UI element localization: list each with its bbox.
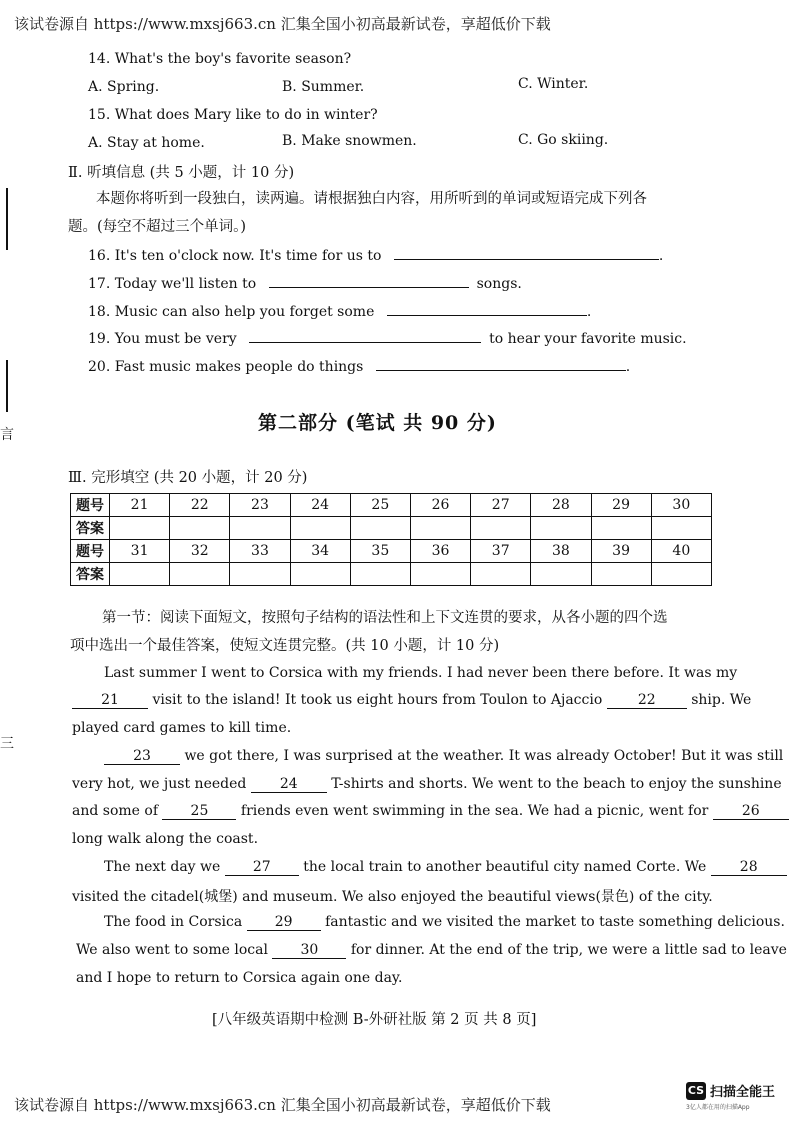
passage-line: played card games to kill time.	[72, 720, 292, 736]
answer-cell[interactable]	[651, 517, 711, 540]
q19-text: 19. You must be very	[88, 331, 237, 347]
passage-text: the local train to another beautiful city named Corte. We	[303, 859, 707, 875]
cs-logo-icon: CS	[686, 1082, 706, 1100]
q20-text: 20. Fast music makes people do things	[88, 359, 364, 375]
cloze-blank-26[interactable]: 26	[713, 803, 789, 820]
cloze-blank-28[interactable]: 28	[711, 859, 787, 876]
passage-line	[104, 859, 787, 876]
cloze-blank-23[interactable]: 23	[104, 748, 180, 765]
page-footer: [八年级英语期中检测 B-外研社版 第 2 页 共 8 页]	[212, 1012, 537, 1028]
cloze-blank-25[interactable]: 25	[162, 803, 236, 820]
question-number: 34	[290, 540, 350, 563]
passage-text: we got there, I was surprised at the weather. It was already October! But it was still	[184, 748, 784, 764]
question-number: 33	[230, 540, 290, 563]
passage-line	[104, 748, 783, 765]
passage-text: for dinner. At the end of the trip, we were a little sad to leave	[350, 942, 787, 958]
answer-cell[interactable]	[531, 517, 591, 540]
margin-line	[6, 360, 8, 412]
question-18	[88, 301, 591, 320]
passage-text: ship. We	[691, 692, 752, 708]
question-number: 30	[651, 494, 711, 517]
q16-text: 16. It's ten o'clock now. It's time for us to	[88, 248, 382, 264]
passage-line: and I hope to return to Corsica again one day.	[76, 970, 403, 986]
question-number: 38	[531, 540, 591, 563]
question-20	[88, 356, 630, 375]
q14-option-a: A. Spring.	[88, 79, 160, 95]
question-19	[88, 328, 687, 347]
answer-cell[interactable]	[110, 563, 170, 586]
answer-cell[interactable]	[591, 563, 651, 586]
cloze-blank-24[interactable]: 24	[251, 776, 327, 793]
answer-cell[interactable]	[350, 517, 410, 540]
question-number: 29	[591, 494, 651, 517]
q17-answer-blank[interactable]	[269, 273, 469, 288]
q20-answer-blank[interactable]	[376, 356, 626, 371]
answer-cell[interactable]	[410, 517, 470, 540]
passage-text: and some of	[72, 803, 159, 819]
question-number: 26	[410, 494, 470, 517]
passage-text: T-shirts and shorts. We went to the beach to enjoy the sunshine	[331, 776, 782, 792]
answer-cell[interactable]	[651, 563, 711, 586]
q18-answer-blank[interactable]	[387, 301, 587, 316]
row-label-number: 题号	[71, 540, 110, 563]
question-number: 24	[290, 494, 350, 517]
answer-grid-answer-row-2	[71, 563, 712, 586]
passage-text: visit to the island! It took us eight hours from Toulon to Ajaccio	[152, 692, 603, 708]
question-number: 25	[350, 494, 410, 517]
q18-period: .	[586, 304, 592, 320]
camscanner-logo	[686, 1080, 786, 1110]
passage-line	[76, 942, 787, 959]
question-number: 22	[170, 494, 230, 517]
q14-option-b: B. Summer.	[282, 79, 365, 95]
passage-line	[104, 914, 785, 931]
passage-line: visited the citadel(城堡) and museum. We also enjoyed the beautiful views(景色) of the city.	[72, 889, 713, 905]
cloze-blank-30[interactable]: 30	[272, 942, 346, 959]
answer-cell[interactable]	[230, 517, 290, 540]
q15-option-c: C. Go skiing.	[518, 132, 609, 148]
answer-cell[interactable]	[110, 517, 170, 540]
cloze-blank-22[interactable]: 22	[607, 692, 687, 709]
row-label-answer: 答案	[71, 517, 110, 540]
passage-line	[72, 692, 751, 709]
q17-text: 17. Today we'll listen to	[88, 276, 257, 292]
q19-tail: to hear your favorite music.	[489, 331, 687, 347]
q16-answer-blank[interactable]	[394, 245, 659, 260]
section-3-title: Ⅲ. 完形填空 (共 20 小题，计 20 分)	[68, 470, 308, 486]
answer-cell[interactable]	[410, 563, 470, 586]
passage-line	[72, 776, 782, 793]
passage-text: very hot, we just needed	[72, 776, 247, 792]
q18-text: 18. Music can also help you forget some	[88, 304, 375, 320]
passage-line: long walk along the coast.	[72, 831, 259, 847]
question-number: 40	[651, 540, 711, 563]
question-number: 39	[591, 540, 651, 563]
q16-period: .	[658, 248, 664, 264]
question-14-stem: 14. What's the boy's favorite season?	[88, 51, 352, 67]
source-banner-top: 该试卷源自 https://www.mxsj663.cn 汇集全国小初高最新试卷，享超低价下载	[14, 15, 551, 33]
logo-name: 扫描全能王	[710, 1085, 776, 1100]
section-2-instructions-line1: 本题你将听到一段独白，读两遍。请根据独白内容，用所听到的单词或短语完成下列各	[96, 191, 647, 207]
logo-tagline: 3亿人都在用的扫描App	[686, 1104, 750, 1111]
answer-cell[interactable]	[471, 563, 531, 586]
answer-cell[interactable]	[230, 563, 290, 586]
row-label-answer: 答案	[71, 563, 110, 586]
cloze-blank-27[interactable]: 27	[225, 859, 299, 876]
question-number: 27	[471, 494, 531, 517]
passage-text: fantastic and we visited the market to taste something delicious.	[325, 914, 785, 930]
answer-cell[interactable]	[591, 517, 651, 540]
part-1-instructions-line1: 第一节：阅读下面短文，按照句子结构的语法性和上下文连贯的要求，从各小题的四个选	[102, 610, 668, 626]
passage-line	[72, 803, 789, 820]
answer-cell[interactable]	[170, 517, 230, 540]
question-number: 28	[531, 494, 591, 517]
question-number: 36	[410, 540, 470, 563]
answer-grid-answer-row-1	[71, 517, 712, 540]
answer-cell[interactable]	[290, 563, 350, 586]
margin-line	[6, 188, 8, 250]
margin-char: 三	[0, 736, 14, 752]
row-label-number: 题号	[71, 494, 110, 517]
cloze-blank-21[interactable]: 21	[72, 692, 148, 709]
question-number: 35	[350, 540, 410, 563]
answer-cell[interactable]	[170, 563, 230, 586]
answer-grid	[70, 493, 712, 586]
answer-cell[interactable]	[471, 517, 531, 540]
margin-char: 言	[0, 427, 14, 443]
cloze-blank-29[interactable]: 29	[247, 914, 321, 931]
passage-text: The food in Corsica	[104, 914, 243, 930]
section-2-title: Ⅱ. 听填信息 (共 5 小题，计 10 分)	[68, 165, 295, 181]
q17-tail: songs.	[476, 276, 522, 292]
q15-option-b: B. Make snowmen.	[282, 133, 417, 149]
question-17	[88, 273, 522, 292]
question-number: 32	[170, 540, 230, 563]
part-1-instructions-line2: 项中选出一个最佳答案，使短文连贯完整。(共 10 小题，计 10 分)	[70, 638, 500, 654]
question-number: 37	[471, 540, 531, 563]
passage-text: The next day we	[104, 859, 221, 875]
question-16	[88, 245, 663, 264]
passage-text: friends even went swimming in the sea. We had a picnic, went for	[240, 803, 709, 819]
q20-period: .	[625, 359, 631, 375]
question-number: 31	[110, 540, 170, 563]
answer-grid-number-row-1	[71, 494, 712, 517]
passage-line: Last summer I went to Corsica with my friends. I had never been there before. It was my	[104, 665, 738, 681]
section-2-instructions-line2: 题。(每空不超过三个单词。)	[68, 219, 247, 235]
question-15-stem: 15. What does Mary like to do in winter?	[88, 107, 378, 123]
q19-answer-blank[interactable]	[249, 328, 481, 343]
q14-option-c: C. Winter.	[518, 76, 589, 92]
answer-grid-number-row-2	[71, 540, 712, 563]
passage-text: We also went to some local	[76, 942, 268, 958]
q15-option-a: A. Stay at home.	[88, 135, 205, 151]
answer-cell[interactable]	[290, 517, 350, 540]
question-number: 23	[230, 494, 290, 517]
part-2-title: 第二部分 (笔试 共 90 分)	[258, 412, 497, 434]
answer-cell[interactable]	[531, 563, 591, 586]
source-banner-bottom: 该试卷源自 https://www.mxsj663.cn 汇集全国小初高最新试卷，享超低价下载	[14, 1096, 551, 1114]
answer-cell[interactable]	[350, 563, 410, 586]
question-number: 21	[110, 494, 170, 517]
